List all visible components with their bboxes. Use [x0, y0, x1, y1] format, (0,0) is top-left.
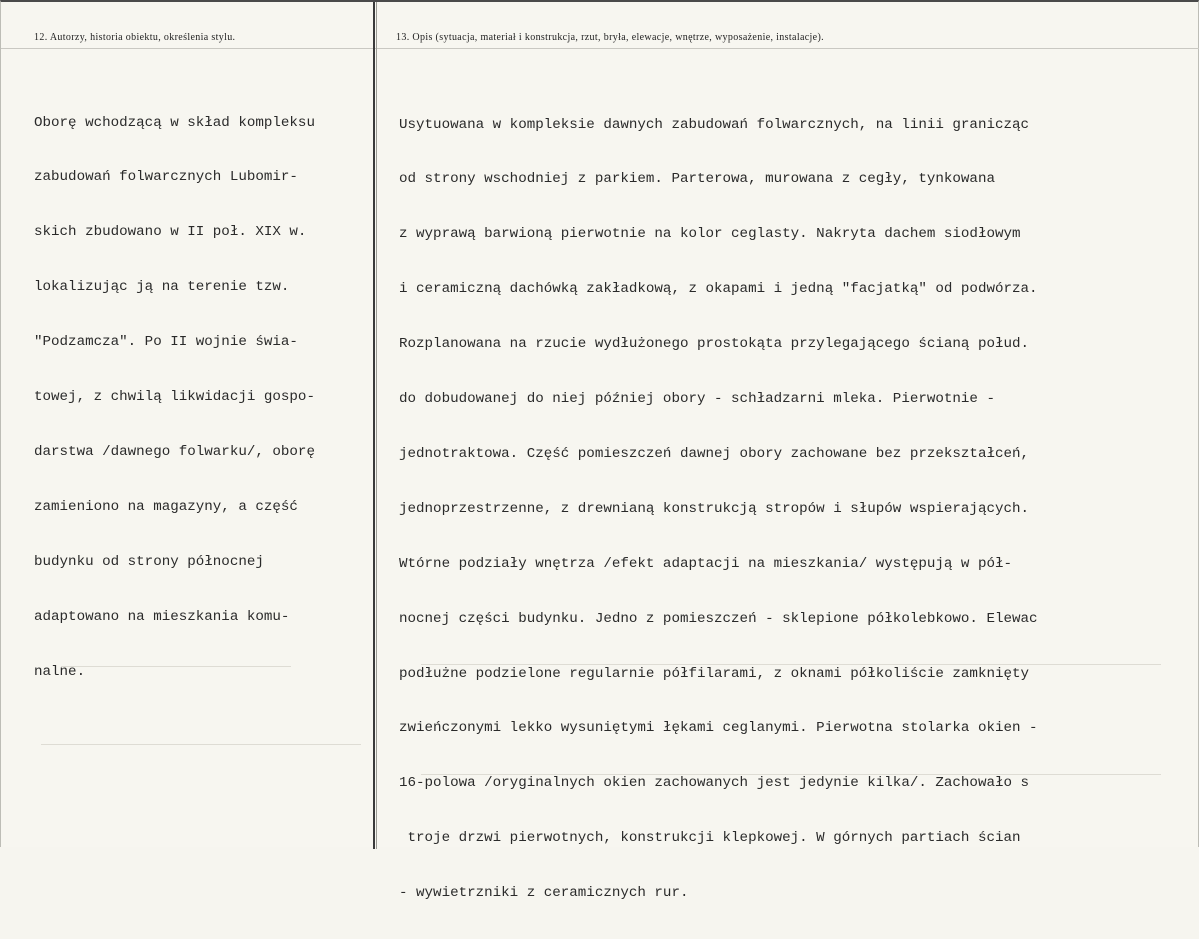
text-line: 16-polowa /oryginalnych okien zachowanych jest jedynie kilka/. Zachowało s: [399, 775, 1030, 792]
text-line: troje drzwi pierwotnych, konstrukcji klepkowej. W górnych partiach ścian: [399, 830, 1021, 847]
section-12-body: [34, 77, 315, 717]
text-line: z wyprawą barwioną pierwotnie na kolor ceglasty. Nakryta dachem siodłowym: [399, 226, 1021, 243]
text-line: podłużne podzielone regularnie półfilarami, z oknami półkoliście zamknięty: [399, 665, 1030, 682]
text-line: "Podzamcza". Po II wojnie świa-: [34, 334, 298, 351]
text-line: darstwa /dawnego folwarku/, oborę: [34, 443, 315, 460]
text-line: jednotraktowa. Część pomieszczeń dawnej obory zachowane bez przekształceń,: [399, 445, 1030, 462]
faint-rule: [41, 744, 361, 745]
text-line: Oborę wchodzącą w skład kompleksu: [34, 114, 315, 131]
text-line: nocnej części budynku. Jedno z pomieszczeń - sklepione półkolebkowo. Elewac: [399, 610, 1038, 627]
section-13-body: [399, 79, 1038, 939]
section-13-heading: 13. Opis (sytuacja, materiał i konstrukcja, rzut, bryła, elewacje, wnętrze, wyposażenie, instalacje).: [396, 32, 824, 43]
text-line: adaptowano na mieszkania komu-: [34, 608, 290, 625]
text-line: zamieniono na magazyny, a część: [34, 498, 298, 515]
text-line: jednoprzestrzenne, z drewnianą konstrukcją stropów i słupów wspierających.: [399, 500, 1030, 517]
text-line: nalne.: [34, 663, 86, 680]
text-line: od strony wschodniej z parkiem. Parterowa, murowana z cegły, tynkowana: [399, 171, 995, 188]
header-rule: [1, 48, 1199, 49]
text-line: i ceramiczną dachówką zakładkową, z okapami i jedną "facjatką" od podwórza.: [399, 281, 1038, 298]
text-line: do dobudowanej do niej później obory - schładzarni mleka. Pierwotnie -: [399, 391, 995, 408]
text-line: towej, z chwilą likwidacji gospo-: [34, 389, 315, 406]
text-line: zabudowań folwarcznych Lubomir-: [34, 169, 298, 186]
text-line: Wtórne podziały wnętrza /efekt adaptacji na mieszkania/ występują w pół-: [399, 555, 1012, 572]
text-line: - wywietrzniki z ceramicznych rur.: [399, 885, 689, 902]
text-line: budynku od strony północnej: [34, 553, 264, 570]
column-divider: [373, 2, 375, 849]
text-line: lokalizując ją na terenie tzw.: [34, 279, 290, 296]
section-12-heading: 12. Autorzy, historia obiektu, określenia stylu.: [34, 32, 236, 43]
text-line: Usytuowana w kompleksie dawnych zabudowań folwarcznych, na linii granicząc: [399, 116, 1030, 133]
text-line: Rozplanowana na rzucie wydłużonego prostokąta przylegającego ścianą połud.: [399, 336, 1030, 353]
text-line: skich zbudowano w II poł. XIX w.: [34, 224, 307, 241]
text-line: zwieńczonymi lekko wysuniętymi łękami ceglanymi. Pierwotna stolarka okien -: [399, 720, 1038, 737]
column-divider-shadow: [376, 2, 377, 849]
